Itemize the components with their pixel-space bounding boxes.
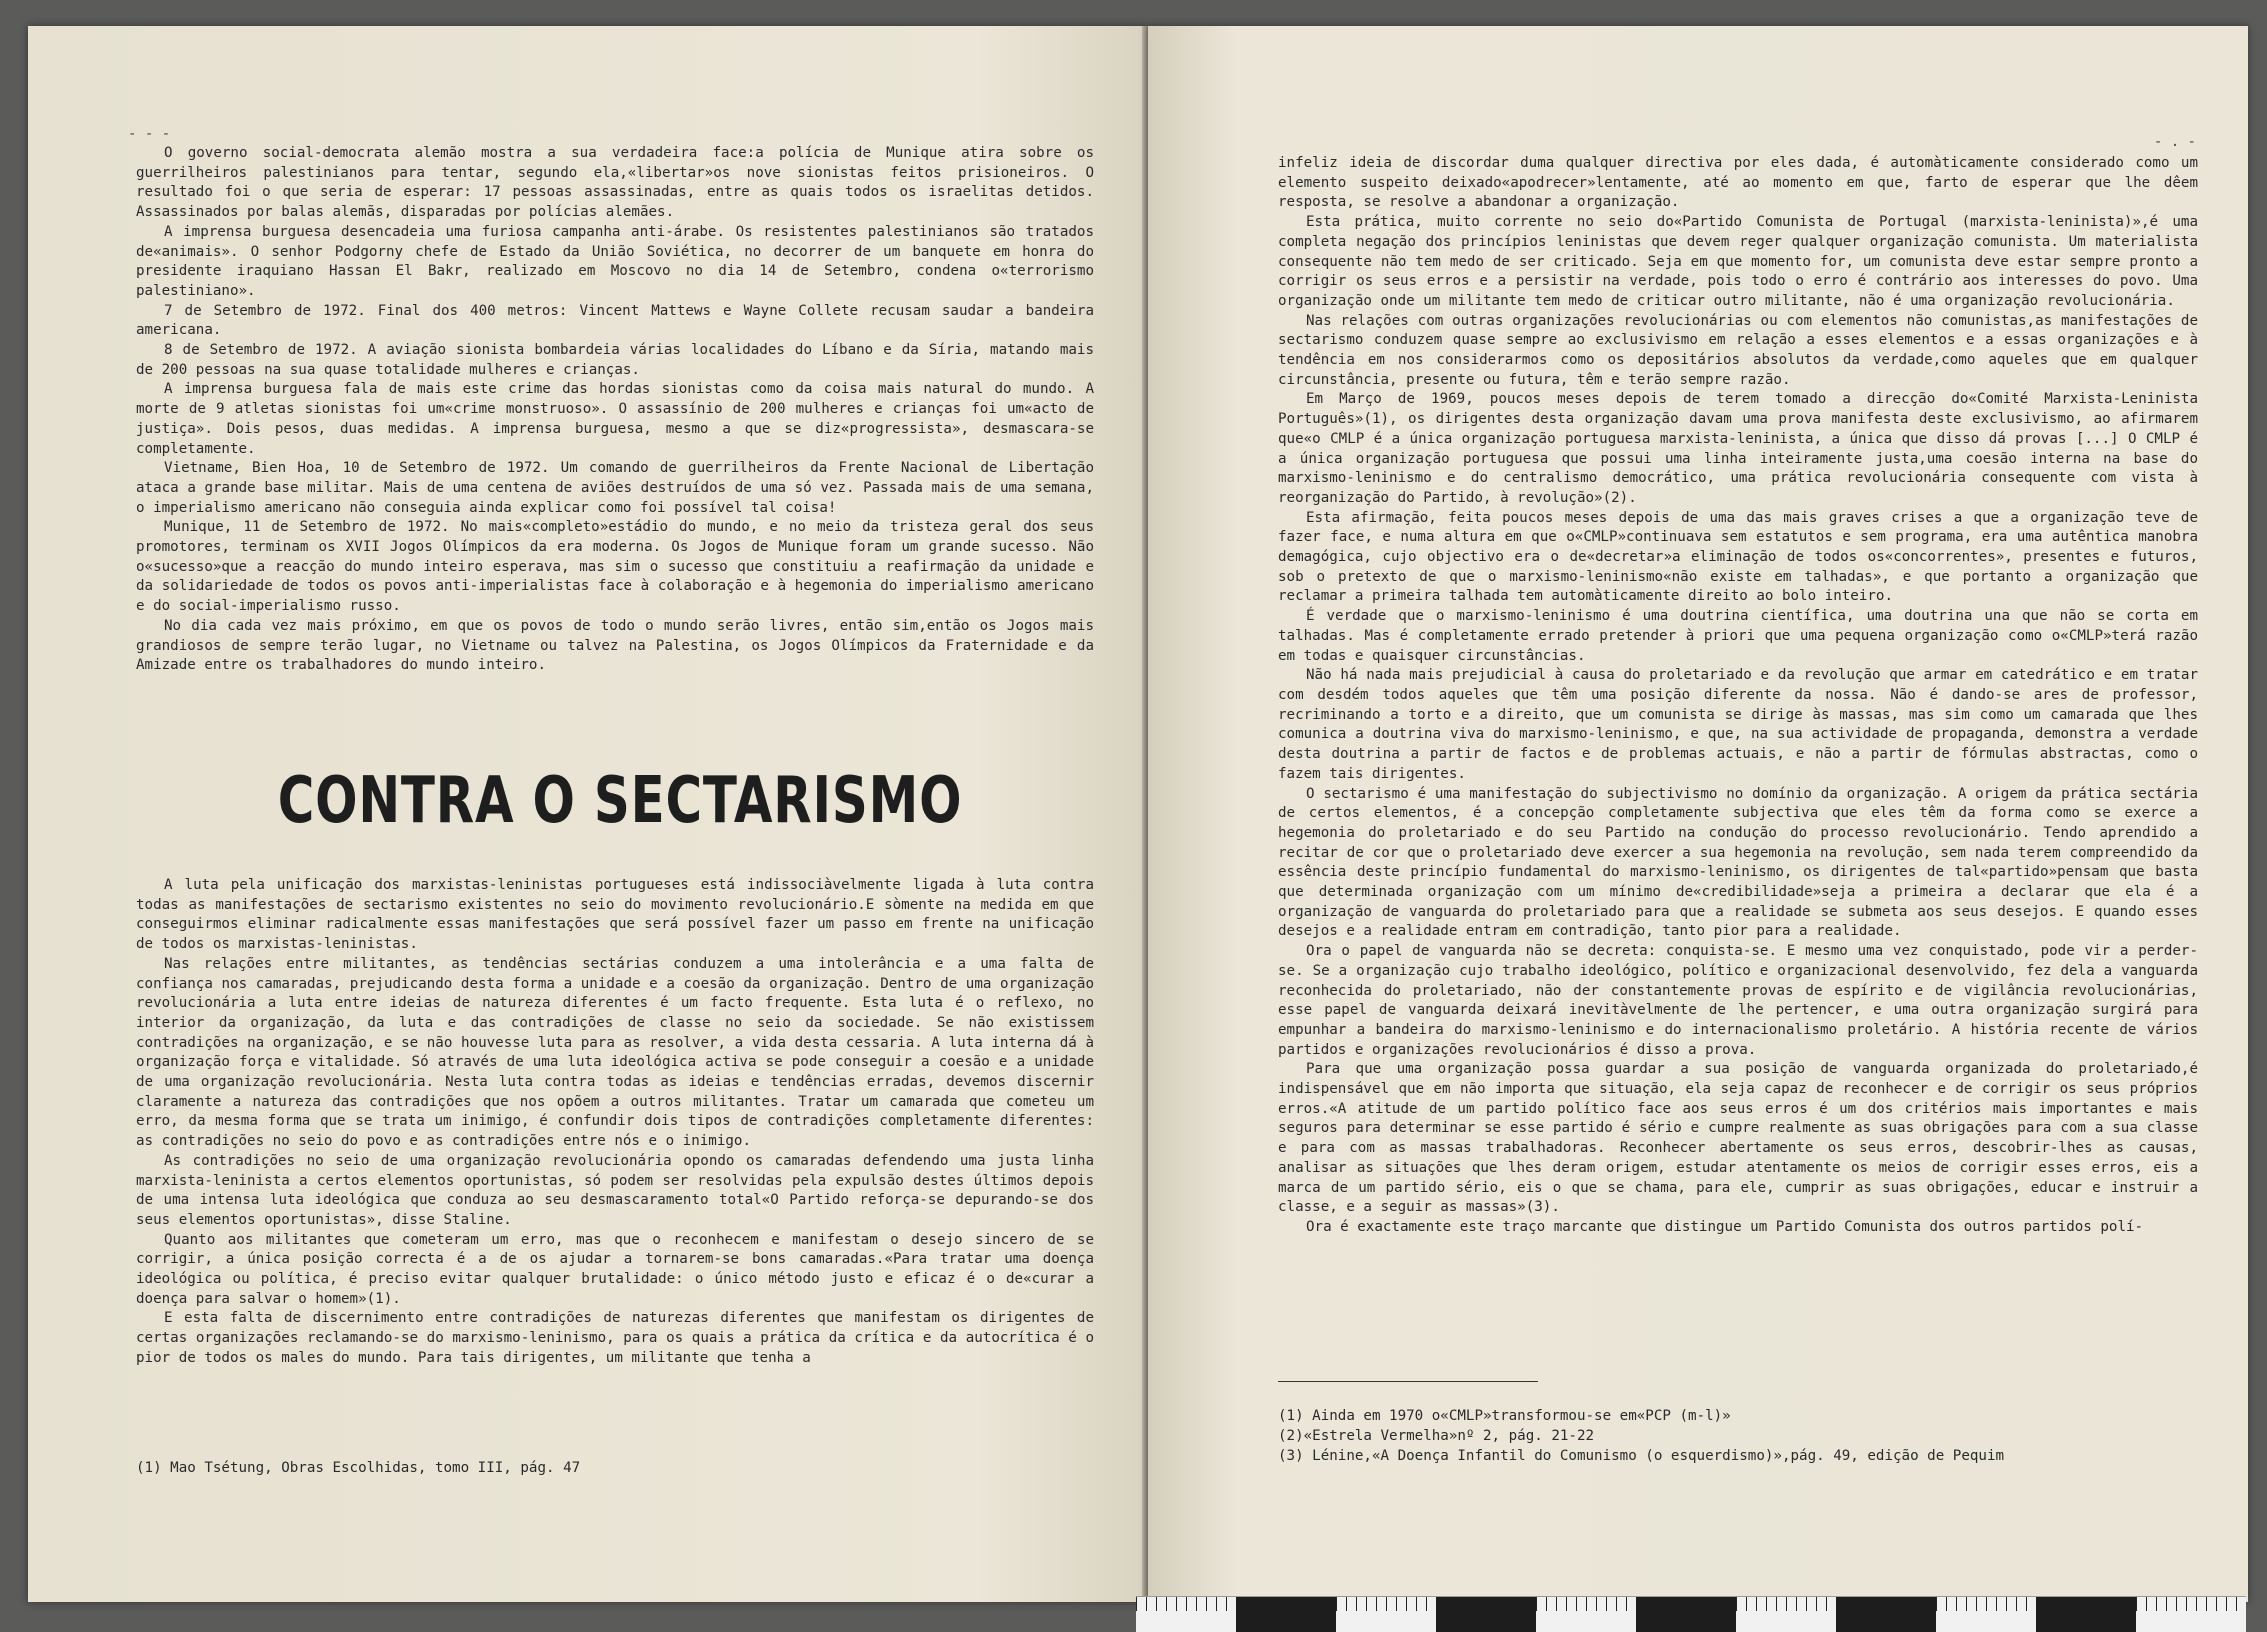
paragraph: A imprensa burguesa fala de mais este crime das hordas sionistas como da coisa mais natural do mundo. A morte de 9 atletas sionistas foi um«crime monstruoso». O assassínio de 200 mulheres e crianças foi um«acto de justiça». Dois pesos, duas medidas. A imprensa burguesa, mesmo a que se diz«progressista», desmascara-se completamente. — [136, 381, 1094, 457]
article-continued-text — [1278, 154, 2198, 1238]
paragraph: As contradições no seio de uma organização revolucionária opondo os camaradas defendendo uma justa linha marxista-leninista a certos elementos oportunistas, só podem ser resolvidas pela expulsão destes últimos depois de uma intensa luta ideológica que conduza ao seu desmascaramento total«O Partido reforça-se depurando-se dos seus elementos oportunistas», disse Staline. — [136, 1152, 1094, 1228]
document-spread — [28, 26, 2248, 1602]
paragraph: Vietname, Bien Hoa, 10 de Setembro de 1972. Um comando de guerrilheiros da Frente Nacional de Libertação ataca a grande base militar. Mais de uma centena de aviões destruídos de uma só vez. Passada mais de uma semana, o imperialismo americano não conseguia ainda explicar como foi possível tal coisa! — [136, 460, 1094, 516]
headline — [246, 764, 995, 838]
footnote: (3) Lénine,«A Doença Infantil do Comunismo (o esquerdismo)»,pág. 49, edição de Pequim — [1278, 1448, 2005, 1464]
paragraph: O governo social-democrata alemão mostra a sua verdadeira face:a polícia de Munique atira sobre os guerrilheiros palestinianos para tentar, segundo ela,«libertar»os nove sionistas feitos prisioneiros. O resultado foi o que seria de esperar: 17 pessoas assassinadas, entre as quais todos os israelitas detidos. Assassinados por balas alemãs, disparadas por polícias alemães. — [136, 145, 1094, 221]
article-top-text — [136, 144, 1094, 676]
paragraph: Ora é exactamente este traço marcante que distingue um Partido Comunista dos outros partidos polí- — [1306, 1218, 2144, 1235]
paragraph: Nas relações com outras organizações revolucionárias ou com elementos não comunistas,as manifestações de sectarismo conduzem quase sempre ao exclusivismo em relação a esses elementos e a essas organizações e à tendência em nos considerarmos como os depositários absolutos da verdade,como aqueles que em qualquer circunstância, presente ou futura, têm e terão sempre razão. — [1278, 312, 2198, 388]
ruler-block — [1436, 1597, 1536, 1632]
paragraph: E esta falta de discernimento entre contradições de naturezas diferentes que manifestam os dirigentes de certas organizações reclamando-se do marxismo-leninismo, para os quais a prática da crítica e da autocrítica é o pior de todos os males do mundo. Para tais dirigentes, um militante que tenha a — [136, 1310, 1094, 1366]
paragraph: 7 de Setembro de 1972. Final dos 400 metros: Vincent Mattews e Wayne Collete recusam saudar a bandeira americana. — [136, 302, 1094, 339]
footnote-left: (1) Mao Tsétung, Obras Escolhidas, tomo III, pág. 47 — [136, 1460, 581, 1476]
paragraph: Esta afirmação, feita poucos meses depois de uma das mais graves crises a que a organização teve de fazer face, e numa altura em que o«CMLP»continuava sem estatutos e sem programa, era uma autêntica manobra demagógica, cujo objectivo era o de«decretar»a eliminação de todos os«concorrentes», presentes e futuros, sob o pretexto de que o marxismo-leninismo«não existe em talhadas», e que portanto a organização que reclamar a primeira talhada tem automàticamente direito ao bolo inteiro. — [1278, 509, 2198, 605]
article-body-text — [136, 876, 1094, 1369]
paragraph: Para que uma organização possa guardar a sua posição de vanguarda organizada do proletariado,é indispensável que em não importa que situação, ela seja capaz de reconhecer e de corrigir os seus próprios erros.«A atitude de um partido político face aos seus erros é um dos critérios mais importantes e mais seguros para determinar se esse partido é sério e cumpre realmente as suas obrigações para com a sua classe e para com as massas trabalhadoras. Reconhecer abertamente os seus erros, descobrir-lhes as causas, analisar as situações que lhes deram origem, estudar atentamente os meios de corrigir esses erros, eis a marca de um partido sério, eis o que se chama, para ele, cumprir as suas obrigações, educar e instruir a classe, e a seguir as massas»(3). — [1278, 1061, 2198, 1216]
paragraph: Ora o papel de vanguarda não se decreta: conquista-se. E mesmo uma vez conquistado, pode vir a perder-se. Se a organização cujo trabalho ideológico, político e organizacional desenvolvido, fez dela a vanguarda reconhecida do proletariado, não der constantemente provas de espírito e de vigilância revolucionárias, esse papel de vanguarda deixará inevitàvelmente de lhe pertencer, e uma outra organização surgirá para empunhar a bandeira do marxismo-leninismo e do internacionalismo proletário. A história recente de vários partidos e organizações revolucionários é disso a prova. — [1278, 943, 2198, 1058]
paragraph: 8 de Setembro de 1972. A aviação sionista bombardeia várias localidades do Líbano e da Síria, matando mais de 200 pessoas na sua quase totalidade mulheres e crianças. — [136, 342, 1094, 378]
paragraph: A luta pela unificação dos marxistas-leninistas portugueses está indissociàvelmente ligada à luta contra todas as manifestações de sectarismo existentes no seio do movimento revolucionário.E sòmente na medida em que conseguirmos eliminar radicalmente essas manifestações que será possível fazer um passo em frente na unificação de todos os marxistas-leninistas. — [136, 877, 1094, 953]
ruler-block — [1836, 1597, 1936, 1632]
footnote: (2)«Estrela Vermelha»nº 2, pág. 21-22 — [1278, 1428, 1595, 1444]
page-marker-left: - - - — [128, 126, 171, 142]
paragraph: É verdade que o marxismo-leninismo é uma doutrina científica, uma doutrina una que não se corta em talhadas. Mas é completamente errado pretender à priori que uma pequena organização como o«CMLP»terá razão em todas e quaisquer circunstâncias. — [1278, 608, 2198, 664]
paragraph: Não há nada mais prejudicial à causa do proletariado e da revolução que armar em catedrático e em tratar com desdém todos aqueles que têm uma posição diferente da nossa. Não é dando-se ares de professor, recriminando a torto e a direito, que um comunista se dirige às massas, mas sim como um camarada que lhes comunica a doutrina viva do marxismo-leninismo, e que, na sua actividade de propaganda, demonstra a verdade desta doutrina a partir de factos e de problemas actuais, e não a partir de fórmulas abstractas, como o fazem tais dirigentes. — [1278, 667, 2198, 782]
paragraph: Em Março de 1969, poucos meses depois de terem tomado a direcção do«Comité Marxista-Leninista Português»(1), os dirigentes desta organização davam uma prova manifesta deste exclusivismo, ao afirmarem que«o CMLP é a única organização portuguesa marxista-leninista, a única que disso dá provas [...] O CMLP é a única organização portuguesa que possui uma linha inteiramente justa,uma coesão interna na base do marxismo-leninismo e do centralismo democrático, uma prática revolucionária consequente com vista à reorganização do Partido, à revolução»(2). — [1278, 391, 2198, 506]
page-marker-right: - . - — [2153, 134, 2196, 150]
right-page — [1148, 26, 2248, 1602]
left-page — [28, 26, 1146, 1602]
footnotes-right — [1278, 1406, 2178, 1466]
paragraph: O sectarismo é uma manifestação do subjectivismo no domínio da organização. A origem da prática sectária de certos elementos, é a concepção completamente subjectiva que eles têm da forma como se exerce a hegemonia do proletariado e do seu Partido na condução do processo revolucionário. Tendo aprendido a recitar de cor que o proletariado deve exercer a sua hegemonia na revolução, sem nada terem compreendido da essência deste princípio fundamental do marxismo-leninismo, os dirigentes de tal«partido»pensam que basta que determinada organização com um mínimo de«credibilidade»seja a primeira a declarar que ela é a organização de vanguarda do proletariado para que a realidade se submeta aos seus desejos. E quando esses desejos e a realidade entram em contradição, tanto pior para a realidade. — [1278, 785, 2198, 940]
scale-ruler — [1136, 1596, 2246, 1632]
paragraph: infeliz ideia de discordar duma qualquer directiva por eles dada, é automàticamente considerado como um elemento suspeito deixado«apodrecer»lentamente, até ao momento em que, farto de esperar que lhe dêem resposta, se resolve a abandonar a organização. — [1278, 155, 2198, 211]
headline-text: CONTRA O SECTARISMO — [277, 764, 963, 838]
paragraph: Munique, 11 de Setembro de 1972. No mais«completo»estádio do mundo, e no meio da tristeza geral dos seus promotores, terminam os XVII Jogos Olímpicos da era moderna. Os Jogos de Munique foram um grande sucesso. Não o«sucesso»que a reacção do mundo inteiro esperava, mas sim o sucesso que constituiu a reafirmação da unidade e da solidariedade de todos os povos anti-imperialistas face à colaboração e à hegemonia do imperialismo americano e do social-imperialismo russo. — [136, 519, 1094, 615]
ruler-block — [2036, 1597, 2136, 1632]
footnote: (1) Ainda em 1970 o«CMLP»transformou-se em«PCP (m-l)» — [1278, 1408, 1731, 1424]
paragraph: Nas relações entre militantes, as tendências sectárias conduzem a uma intolerância e a uma falta de confiança nos camaradas, prejudicando desta forma a unidade e a coesão da organização. Dentro de uma organização revolucionária a luta entre ideias de natureza diferentes é um facto frequente. Esta luta é o reflexo, no interior da organização, da luta e das contradições de classe no seio da sociedade. Se não existissem contradições na organização, e se não houvesse luta para as resolver, a vida desta cessaria. A luta interna dá à organização força e vitalidade. Só através de uma luta ideológica activa se pode conseguir a coesão e a unidade de uma organização revolucionária. Nesta luta contra todas as ideias e tendências erradas, devemos discernir claramente a natureza das contradições que nos opõem a outros militantes. Tratar um camarada que cometeu um erro, da mesma forma que se trata um inimigo, é confundir dois tipos de contradições completamente diferentes: as contradições no seio do povo e as contradições entre nós e o inimigo. — [136, 955, 1094, 1150]
footnote-divider — [1278, 1381, 1538, 1382]
paragraph: Quanto aos militantes que cometeram um erro, mas que o reconhecem e manifestam o desejo sincero de se corrigir, a única posição correcta é a de os ajudar a tornarem-se bons camaradas.«Para tratar uma doença ideológica ou política, é preciso evitar qualquer brutalidade: o único método justo e eficaz é o de«curar a doença para salvar o homem»(1). — [136, 1231, 1094, 1307]
ruler-block — [1236, 1597, 1336, 1632]
paragraph: A imprensa burguesa desencadeia uma furiosa campanha anti-árabe. Os resistentes palestinianos são tratados de«animais». O senhor Podgorny chefe de Estado da União Soviética, no decorrer de um banquete em honra do presidente iraquiano Hassan El Bakr, realizado em Moscovo no dia 14 de Setembro, condena o«terrorismo palestiniano». — [136, 223, 1094, 299]
ruler-block — [1636, 1597, 1736, 1632]
paragraph: No dia cada vez mais próximo, em que os povos de todo o mundo serão livres, então sim,então os Jogos mais grandiosos de sempre terão lugar, no Vietname ou talvez na Palestina, os Jogos Olímpicos da Fraternidade e da Amizade entre os trabalhadores do mundo inteiro. — [136, 617, 1094, 674]
paragraph: Esta prática, muito corrente no seio do«Partido Comunista de Portugal (marxista-leninista)»,é uma completa negação dos princípios leninistas que devem reger qualquer organização comunista. Um materialista consequente não tem medo de ser criticado. Seja em que momento for, um comunista deve estar sempre pronto a corrigir os seus erros e a persistir na verdade, pois todo o erro é contrário aos interesses do povo. Uma organização onde um militante tem medo de criticar outro militante, não é uma organização revolucionária. — [1278, 214, 2198, 309]
